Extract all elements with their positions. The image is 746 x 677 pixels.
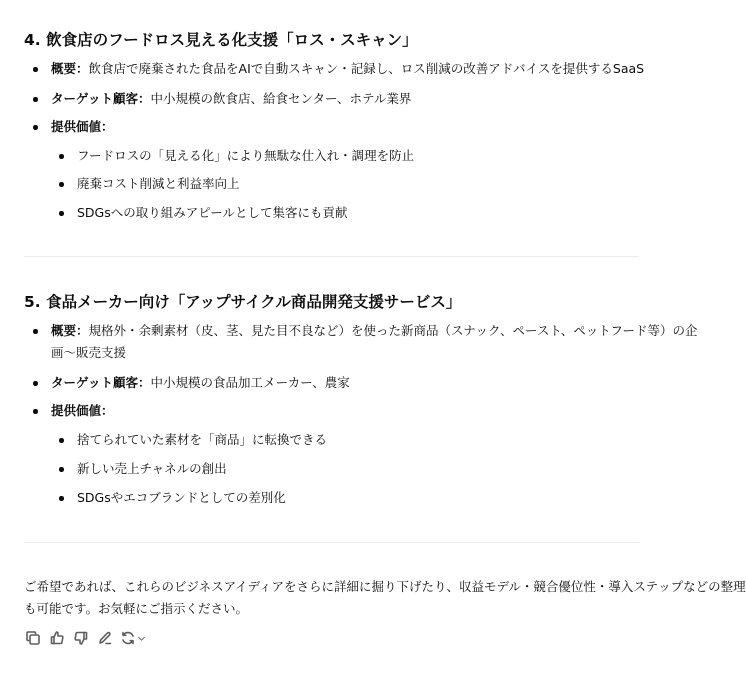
bullet bbox=[33, 381, 38, 386]
regenerate-icon bbox=[120, 630, 136, 646]
divider bbox=[24, 542, 639, 543]
copy-button[interactable] bbox=[24, 629, 42, 647]
chevron-down-icon bbox=[137, 634, 146, 643]
thumbs-up-icon bbox=[49, 630, 65, 646]
section-4-title: 4. 飲食店のフードロス見える化支援「ロス・スキャン」 bbox=[24, 31, 418, 49]
overview-text: 規格外・余剰素材（皮、茎、見た目不良など）を使った新商品（スナック、ペースト、ペットフード等）の企 bbox=[88, 323, 698, 338]
section-5-title: 5. 食品メーカー向け「アップサイクル商品開発支援サービス」 bbox=[24, 293, 462, 311]
target-text: 中小規模の食品加工メーカー、農家 bbox=[150, 375, 350, 390]
bullet bbox=[59, 496, 64, 501]
bullet bbox=[59, 211, 64, 216]
target-text: 中小規模の飲食店、給食センター、ホテル業界 bbox=[150, 91, 412, 106]
bullet bbox=[59, 438, 64, 443]
bullet bbox=[33, 329, 38, 334]
message-actions bbox=[24, 628, 152, 648]
value-text: SDGsへの取り組みアピールとして集客にも貢献 bbox=[77, 205, 348, 220]
value-text: SDGsやエコブランドとしての差別化 bbox=[77, 490, 286, 505]
closing-line-1: ご希望であれば、これらのビジネスアイディアをさらに詳細に掘り下げたり、収益モデル・競合優位性・導入ステップなどの整理 bbox=[24, 579, 746, 594]
copy-icon bbox=[25, 630, 41, 646]
bullet bbox=[33, 67, 38, 72]
bullet bbox=[59, 154, 64, 159]
value-text: 新しい売上チャネルの創出 bbox=[77, 461, 227, 476]
thumbs-down-icon bbox=[73, 630, 89, 646]
bullet bbox=[33, 125, 38, 130]
target-label: ターゲット顧客： bbox=[51, 91, 151, 106]
thumbs-up-button[interactable] bbox=[48, 629, 66, 647]
value-text: フードロスの「見える化」により無駄な仕入れ・調理を防止 bbox=[77, 148, 415, 163]
value-text: 捨てられていた素材を「商品」に転換できる bbox=[77, 432, 328, 447]
divider bbox=[24, 256, 639, 257]
overview-text-cont: 画〜販売支援 bbox=[51, 345, 127, 360]
bullet bbox=[59, 467, 64, 472]
regenerate-button[interactable] bbox=[120, 629, 146, 647]
bullet bbox=[59, 182, 64, 187]
value-text: 廃棄コスト削減と利益率向上 bbox=[77, 176, 240, 191]
value-label: 提供価値： bbox=[51, 119, 114, 134]
edit-icon bbox=[97, 630, 113, 646]
closing-line-2: も可能です。お気軽にご指示ください。 bbox=[24, 601, 249, 616]
target-label: ターゲット顧客： bbox=[51, 375, 151, 390]
bullet bbox=[33, 97, 38, 102]
overview-label: 概要： bbox=[51, 61, 89, 76]
bullet bbox=[33, 409, 38, 414]
edit-button[interactable] bbox=[96, 629, 114, 647]
closing-paragraph bbox=[24, 576, 746, 620]
thumbs-down-button[interactable] bbox=[72, 629, 90, 647]
overview-label: 概要： bbox=[51, 323, 89, 338]
overview-text: 飲食店で廃棄された食品をAIで自動スキャン・記録し、ロス削減の改善アドバイスを提供するSaaS bbox=[88, 61, 645, 76]
value-label: 提供価値： bbox=[51, 403, 114, 418]
